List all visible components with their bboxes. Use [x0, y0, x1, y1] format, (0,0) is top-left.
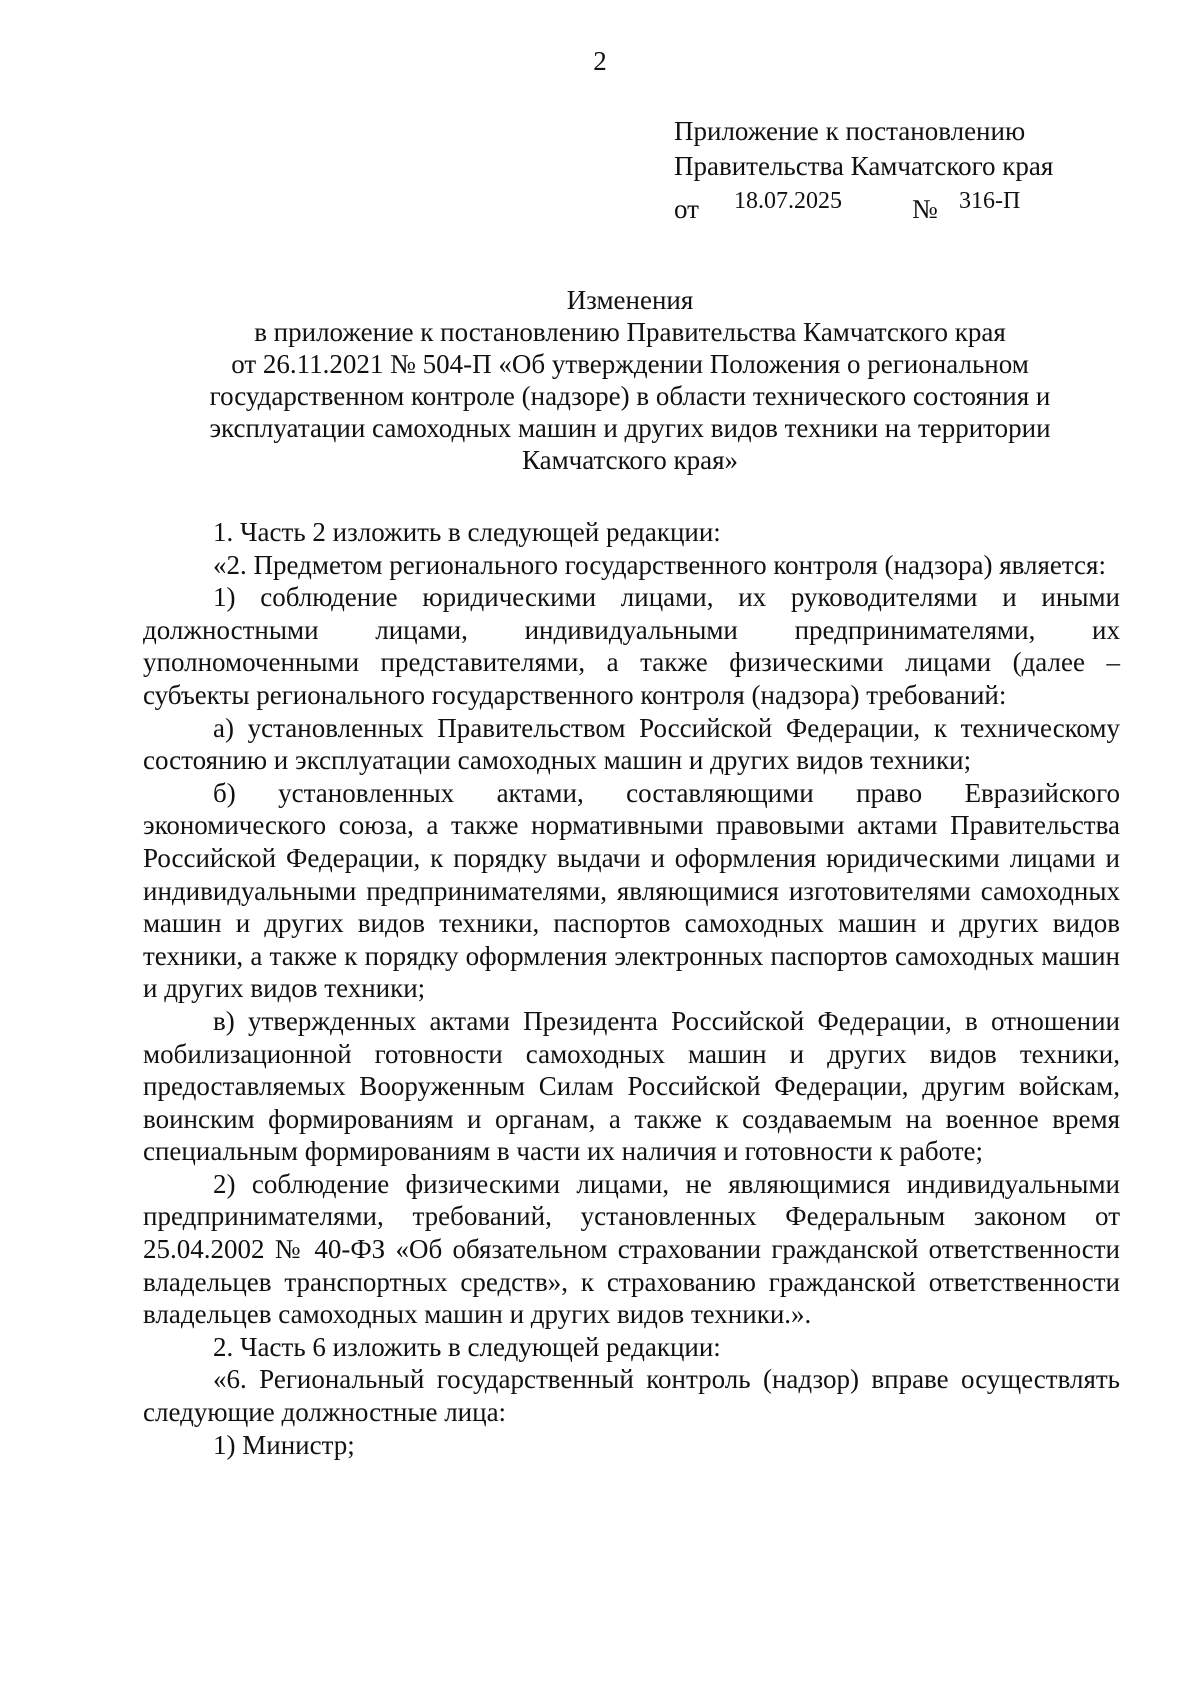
paragraph: а) установленных Правительством Российской Федерации, к техническому состоянию и эксплуатации самоходных машин и других видов техники;	[143, 712, 1120, 776]
paragraph: «2. Предметом регионального государственного контроля (надзора) является:	[213, 549, 1106, 580]
paragraph: 1) Министр;	[213, 1429, 355, 1460]
paragraph: 1) соблюдение юридическими лицами, их руководителями и иными должностными лицами, индивидуальными предпринимателями, их уполномоченными представителями, а также физическими лицами (далее – субъекты регионального государственного контроля (надзора) требований:	[143, 582, 1120, 710]
resolution-number: 316-П	[959, 188, 1021, 214]
title-line: Камчатского края»	[521, 445, 739, 475]
paragraph: 2) соблюдение физическими лицами, не являющимися индивидуальными предпринимателями, требований, установленных Федеральным законом от 25.04.2002 № 40-ФЗ «Об обязательном страховании гражданской ответственности владельцев транспортных средств», к страхованию гражданской ответственности владельцев самоходных машин и других видов техники.».	[143, 1168, 1120, 1330]
appendix-block	[674, 114, 1074, 224]
title-line: в приложение к постановлению Правительства Камчатского края	[254, 317, 1006, 347]
from-label: от	[674, 194, 699, 224]
appendix-line-2: Правительства Камчатского края	[674, 151, 1054, 181]
appendix-meta	[674, 184, 1074, 224]
paragraph: 2. Часть 6 изложить в следующей редакции:	[213, 1331, 721, 1362]
title-line: эксплуатации самоходных машин и других видов техники на территории	[209, 413, 1051, 443]
paragraph: б) установленных актами, составляющими право Евразийского экономического союза, а также нормативными правовыми актами Правительства Российской Федерации, к порядку выдачи и оформления юридическими лицами и индивидуальными предпринимателями, являющимися изготовителями самоходных машин и других видов техники, паспортов самоходных машин и других видов техники, а также к порядку оформления электронных паспортов самоходных машин и других видов техники;	[143, 777, 1120, 1004]
paragraph: 1. Часть 2 изложить в следующей редакции:	[213, 517, 721, 547]
title-line: от 26.11.2021 № 504-П «Об утверждении Положения о региональном	[231, 349, 1029, 379]
number-sign: №	[912, 194, 938, 224]
title-heading: Изменения	[566, 285, 694, 315]
title-line: государственном контроле (надзоре) в области технического состояния и	[209, 381, 1051, 411]
page-number: 2	[593, 46, 607, 76]
resolution-date: 18.07.2025	[734, 188, 842, 214]
paragraph: «6. Региональный государственный контроль (надзор) вправе осуществлять следующие должностные лица:	[143, 1364, 1120, 1428]
appendix-line-1: Приложение к постановлению	[674, 116, 1026, 146]
document-body	[143, 516, 1120, 1461]
document-title	[140, 284, 1120, 476]
paragraph: в) утвержденных актами Президента Российской Федерации, в отношении мобилизационной готовности самоходных машин и других видов техники, предоставляемых Вооруженным Силам Российской Федерации, другим войскам, воинским формированиям и органам, а также к создаваемым на военное время специальным формированиям в части их наличия и готовности к работе;	[143, 1005, 1120, 1167]
